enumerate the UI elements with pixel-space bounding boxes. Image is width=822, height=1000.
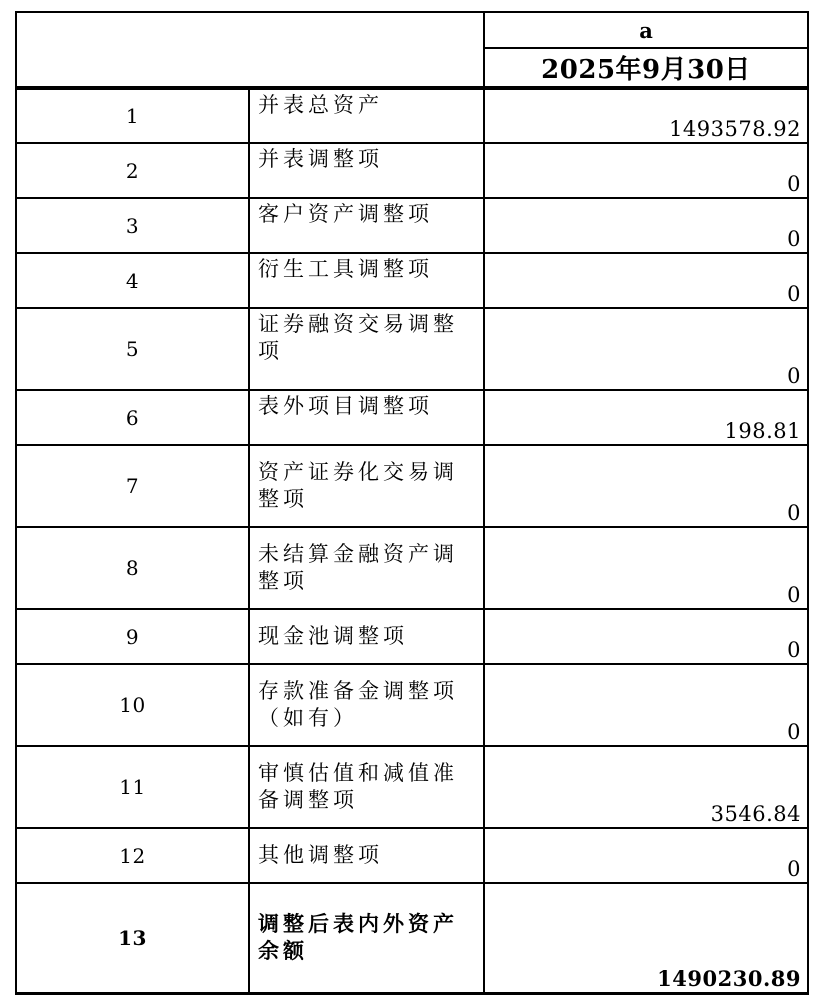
- table-row: [16, 664, 808, 746]
- row-item: 证券融资交易调整项: [249, 308, 484, 390]
- table-row: [16, 253, 808, 308]
- row-number: 3: [16, 198, 249, 253]
- leverage-adjustment-table: [15, 11, 809, 995]
- row-item: 审慎估值和减值准备调整项: [249, 746, 484, 828]
- table-row: [16, 527, 808, 609]
- row-number: 9: [16, 609, 249, 664]
- row-item: 并表总资产: [249, 88, 484, 143]
- row-number: 6: [16, 390, 249, 445]
- row-number: 8: [16, 527, 249, 609]
- row-item: 衍生工具调整项: [249, 253, 484, 308]
- row-number: 5: [16, 308, 249, 390]
- column-date: 2025年9月30日: [484, 48, 808, 88]
- table-row: [16, 609, 808, 664]
- table-row: [16, 828, 808, 883]
- row-value: 0: [484, 828, 808, 883]
- row-value: 0: [484, 527, 808, 609]
- row-item: 资产证券化交易调整项: [249, 445, 484, 527]
- table-row: [16, 746, 808, 828]
- row-number: 7: [16, 445, 249, 527]
- table-row: [16, 143, 808, 198]
- row-value: 0: [484, 308, 808, 390]
- row-item: 现金池调整项: [249, 609, 484, 664]
- row-item: 并表调整项: [249, 143, 484, 198]
- table-row: [16, 198, 808, 253]
- header-row-letter: [16, 12, 808, 48]
- row-number: 10: [16, 664, 249, 746]
- row-value: 3546.84: [484, 746, 808, 828]
- row-number: 12: [16, 828, 249, 883]
- header-blank-cell: [16, 12, 484, 88]
- row-value: 0: [484, 664, 808, 746]
- row-number: 4: [16, 253, 249, 308]
- table-row-total: [16, 883, 808, 993]
- row-value: 198.81: [484, 390, 808, 445]
- row-number: 2: [16, 143, 249, 198]
- row-value: 0: [484, 609, 808, 664]
- table-row: [16, 445, 808, 527]
- row-item: 其他调整项: [249, 828, 484, 883]
- row-item: 表外项目调整项: [249, 390, 484, 445]
- table-row: [16, 308, 808, 390]
- column-letter: a: [484, 12, 808, 48]
- row-value: 0: [484, 198, 808, 253]
- row-item: 客户资产调整项: [249, 198, 484, 253]
- row-value: 1493578.92: [484, 88, 808, 143]
- row-number: 11: [16, 746, 249, 828]
- table-row: [16, 88, 808, 143]
- row-item: 调整后表内外资产余额: [249, 883, 484, 993]
- row-value: 0: [484, 253, 808, 308]
- row-item: 未结算金融资产调整项: [249, 527, 484, 609]
- row-number: 1: [16, 88, 249, 143]
- row-value: 0: [484, 445, 808, 527]
- row-number: 13: [16, 883, 249, 993]
- row-item: 存款准备金调整项（如有）: [249, 664, 484, 746]
- table-row: [16, 390, 808, 445]
- row-value: 0: [484, 143, 808, 198]
- row-value: 1490230.89: [484, 883, 808, 993]
